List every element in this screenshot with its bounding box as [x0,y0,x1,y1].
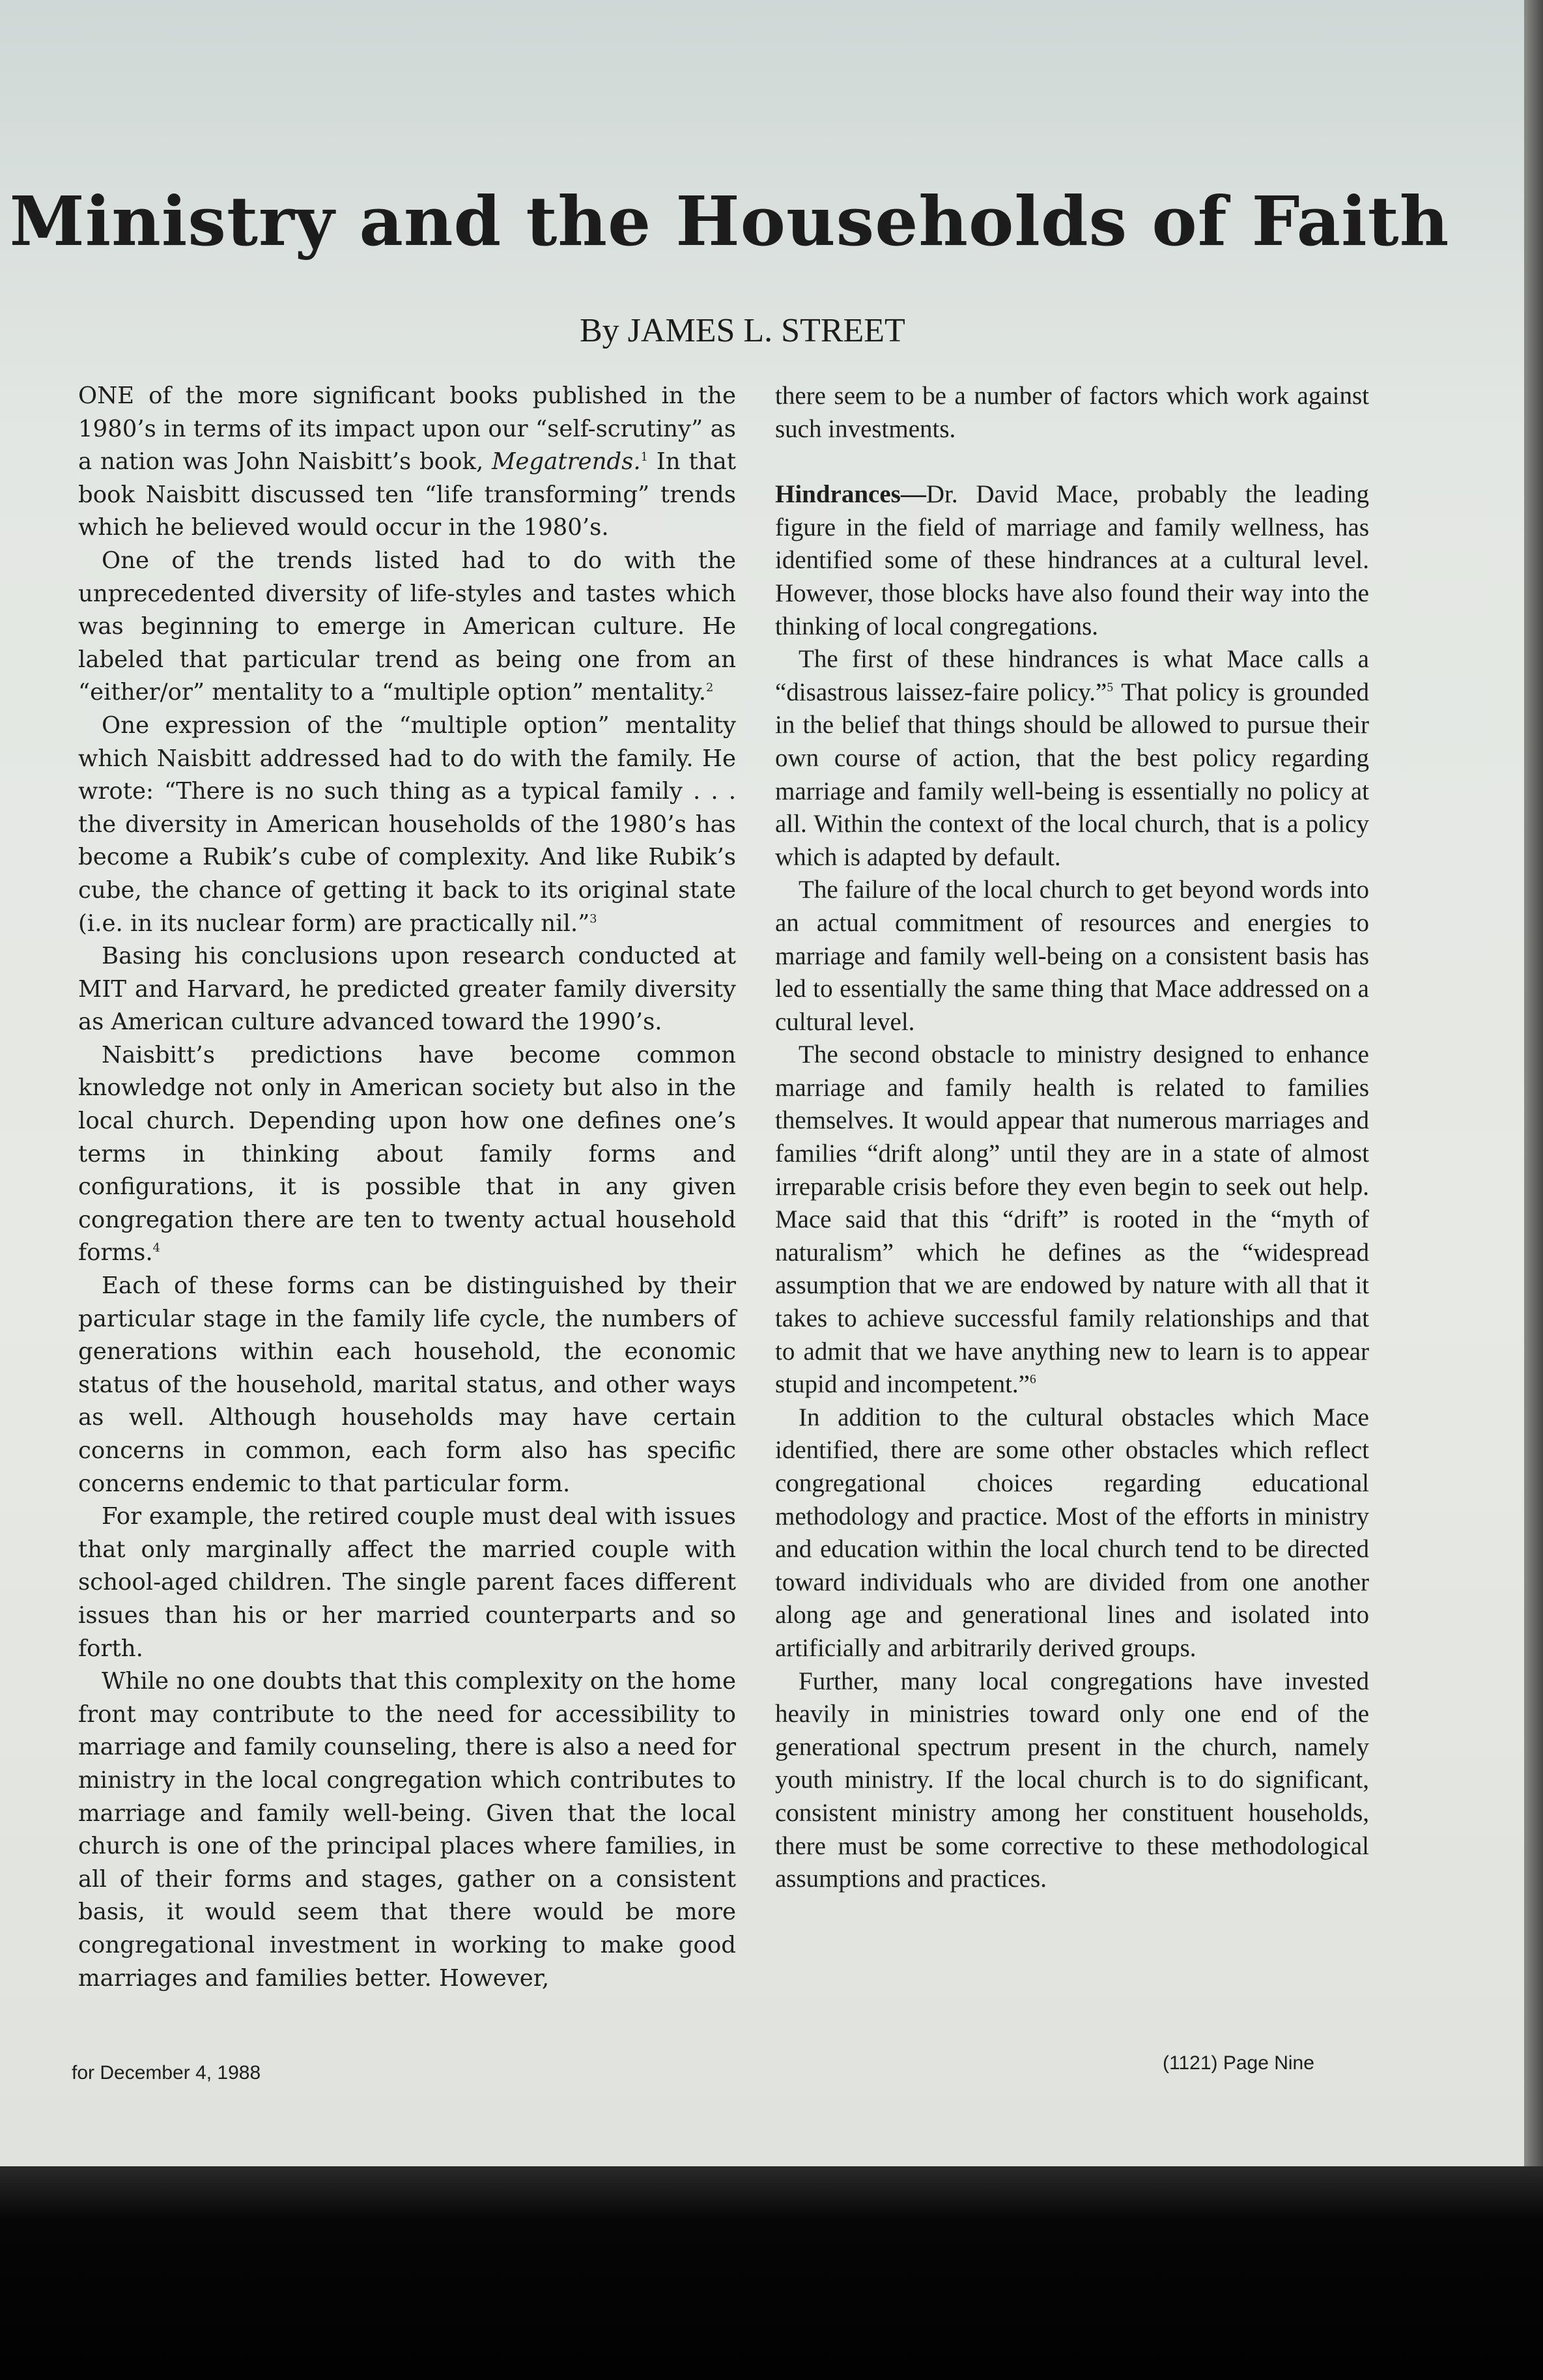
paragraph-text: While no one doubts that this complexity on the home front may contribute to the need for accessibility to marriage and family counseling, there is also a need for ministry in the local congregation which contributes to marriage and family well-being. Given that the local church is one of the principal places where families, in all of their forms and stages, gather on a consistent basis, it would seem that there would be more congregational investment in working to make good marriages and families better. However, [78,1668,736,1992]
paragraph-text: That policy is grounded in the belief that things should be allowed to pursue their own course of action, that the best policy regarding marriage and family well-being is essentially no policy at all. Within the context of the local church, that is a policy which is adapted by default. [775,678,1369,871]
paragraph-text: Naisbitt’s predictions have become common knowledge not only in American society but also in the local church. Depending upon how one defines one’s terms in thinking about family forms and configurations, it is possible that in any given congregation there are ten to twenty actual household forms. [78,1041,736,1267]
paragraph [78,1665,736,1995]
footer-issue-date: for December 4, 1988 [72,2062,261,2084]
paragraph-text: Further, many local congregations have invested heavily in ministries toward only one end of the generational spectrum present in the church, namely youth ministry. If the local church is to do significant, consistent ministry among her constituent households, there must be some corrective to these methodological assumptions and practices. [775,1667,1369,1893]
paragraph-text: Dr. David Mace, probably the leading figure in the field of marriage and family wellness, has identified some of these hindrances at a cultural level. However, those blocks have also found their way into the thinking of local congregations. [775,480,1369,640]
paragraph [78,1270,736,1500]
article-title: Ministry and the Households of Faith [9,181,1450,261]
paragraph [775,380,1369,446]
paragraph-text: The failure of the local church to get beyond words into an actual commitment of resources and energies to marriage and family well-being on a consistent basis has led to essentially the same thing that Mace addressed on a cultural level. [775,876,1369,1036]
footer-page-number: (1121) Page Nine [1163,2052,1314,2074]
paragraph [775,1665,1369,1896]
paragraph [775,643,1369,874]
paragraph-text: Each of these forms can be distinguished by their particular stage in the family life cycle, the numbers of generations within each household, the economic status of the household, marital status, and other ways as well. Although households may have certain concerns in common, each form also has specific concerns endemic to that particular form. [78,1272,736,1497]
article-byline: By JAMES L. STREET [580,312,905,349]
footnote-marker: 3 [589,912,597,926]
paragraph [775,1401,1369,1665]
paragraph-text: In that book Naisbitt discussed ten “life transforming” trends which he believed would occur in the 1980’s. [78,448,736,541]
paragraph-text: In addition to the cultural obstacles which Mace identified, there are some other obstacles which reflect congregational choices regarding educational methodology and practice. Most of the efforts in ministry and education within the local church tend to be directed toward individuals who are divided from one another along age and generational lines and isolated into artificially and arbitrarily derived groups. [775,1403,1369,1662]
paragraph-text: ONE of the more significant books published in the 1980’s in terms of its impact upon our “self-scrutiny” as a nation was John Naisbitt’s book, [78,382,736,476]
paragraph-text: One of the trends listed had to do with the unprecedented diversity of life-styles and tastes which was beginning to emerge in American culture. He labeled that particular trend as being one from an “either/or” mentality to a “multiple option” mentality. [78,547,736,706]
paragraph [775,1039,1369,1401]
paragraph [78,1039,736,1270]
paragraph [775,874,1369,1039]
paragraph [78,710,736,940]
footnote-marker: 5 [1107,680,1114,695]
footnote-marker: 2 [705,681,714,695]
paragraph-text: For example, the retired couple must deal with issues that only marginally affect the married couple with school-aged children. The single parent faces different issues than his or her married counterparts and so forth. [78,1503,736,1662]
paragraph [775,478,1369,643]
paragraph [78,1500,736,1665]
footnote-marker: 6 [1030,1373,1036,1387]
paragraph [78,545,736,710]
paragraph [78,380,736,545]
paragraph-text: Basing his conclusions upon research conducted at MIT and Harvard, he predicted greater family diversity as American culture advanced toward the 1990’s. [78,943,736,1036]
right-column [775,380,1369,1896]
paragraph-text: there seem to be a number of factors which work against such investments. [775,382,1369,443]
paragraph [78,940,736,1039]
paragraph-text: The second obstacle to ministry designed to enhance marriage and family health is related to families themselves. It would appear that numerous marriages and families “drift along” until they are in a state of almost irreparable crisis before they even begin to seek out help. Mace said that this “drift” is rooted in the “myth of naturalism” which he defines as the “widespread assumption that we are endowed by nature with all that it takes to achieve successful family relationships and that to admit that we have anything new to learn is to appear stupid and incompetent.” [775,1040,1369,1399]
left-column [78,380,736,1995]
page-edge-shadow [1524,0,1543,2166]
scan-background [0,2166,1543,2380]
paragraph-text: One expression of the “multiple option” mentality which Naisbitt addressed had to do with the family. He wrote: “There is no such thing as a typical family . . . the diversity in American households of the 1980’s has become a Rubik’s cube of complexity. And like Rubik’s cube, the chance of getting it back to its original state (i.e. in its nuclear form) are practically nil.” [78,711,736,937]
footnote-marker: 4 [152,1242,160,1255]
subheading: Hindrances— [775,480,926,509]
book-title: Megatrends. [492,448,641,476]
paragraph-text: The first of these hindrances is what Mace calls a “disastrous laissez-faire policy.” [775,645,1369,706]
footnote-marker: 1 [640,451,648,465]
